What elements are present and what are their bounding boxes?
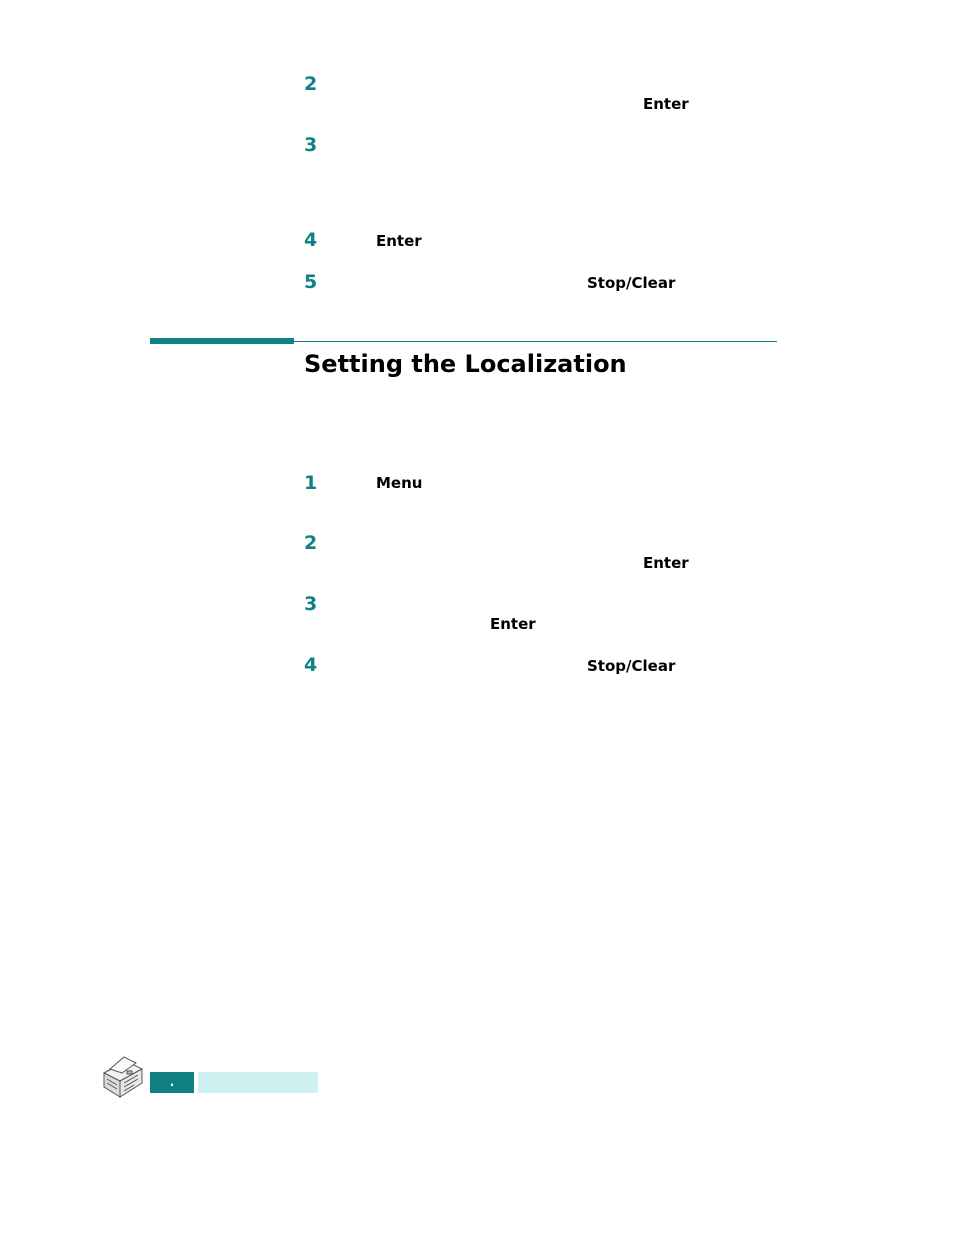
step-keyword: Stop/Clear [587, 657, 676, 675]
step-keyword: Stop/Clear [587, 274, 676, 292]
step-number: 1 [304, 472, 318, 494]
step-keyword: Enter [376, 232, 422, 250]
section-title: Setting the Localization [304, 350, 627, 378]
step-keyword: Enter [643, 554, 689, 572]
step-number: 4 [304, 229, 318, 251]
step-keyword: Enter [643, 95, 689, 113]
step-number: 5 [304, 271, 318, 293]
fax-machine-icon [100, 1053, 146, 1099]
step-keyword: Menu [376, 474, 423, 492]
step-number: 2 [304, 73, 318, 95]
step-number: 3 [304, 593, 318, 615]
footer-band [198, 1072, 318, 1093]
section-rule-accent [150, 338, 294, 344]
step-number: 4 [304, 654, 318, 676]
step-keyword: Enter [490, 615, 536, 633]
step-number: 2 [304, 532, 318, 554]
footer-page-tab: . [150, 1072, 194, 1093]
section-rule-line [294, 341, 777, 342]
step-number: 3 [304, 134, 318, 156]
